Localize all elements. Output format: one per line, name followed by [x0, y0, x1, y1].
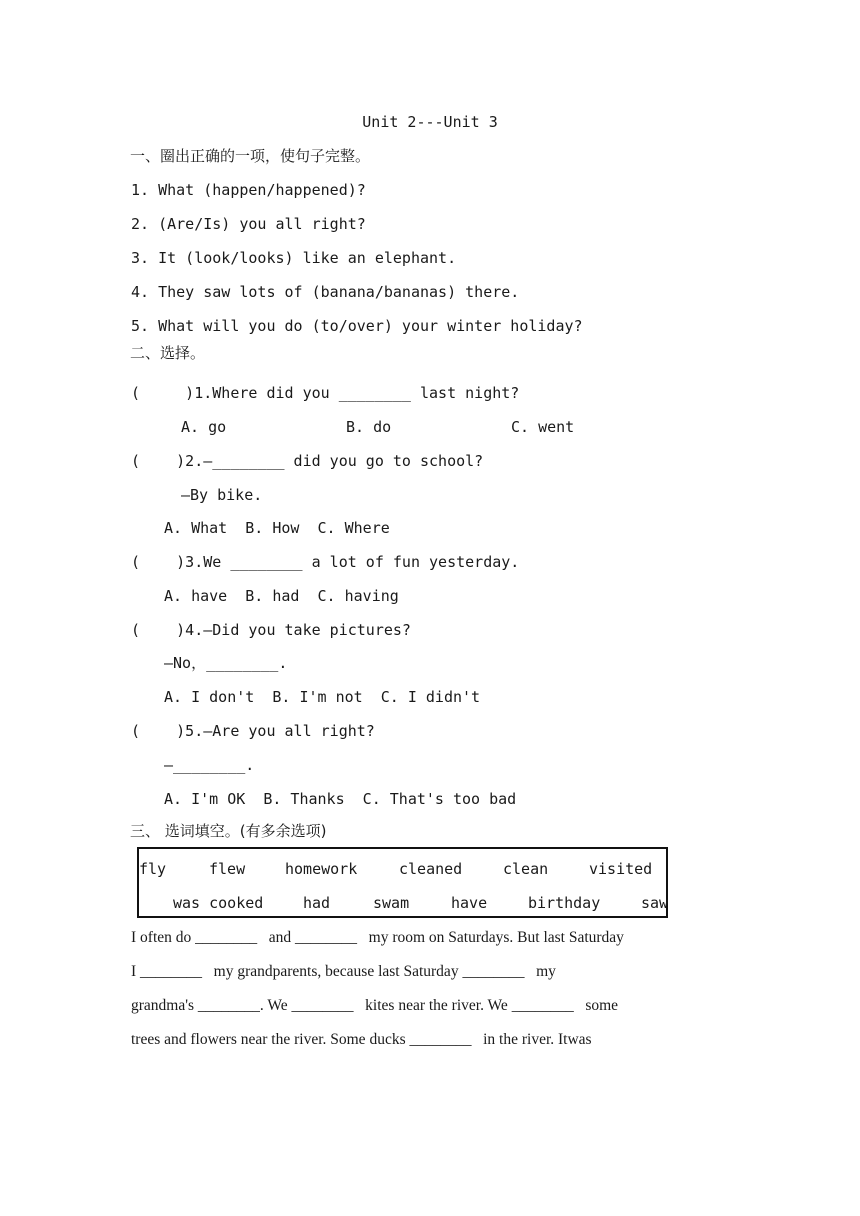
section2-heading: 二、选择。 — [130, 344, 206, 362]
q5-answer: —________. — [164, 756, 255, 774]
word-bank-item: have — [451, 894, 488, 912]
q1-option-b: B. do — [346, 418, 392, 436]
q2-stem: ( )2.—________ did you go to school? — [131, 452, 484, 470]
word-bank-item: homework — [285, 860, 358, 878]
q5-stem: ( )5.—Are you all right? — [131, 722, 375, 740]
passage-line-2: I ________ my grandparents, because last Saturday ________ my — [131, 963, 556, 980]
q3-options: A. have B. had C. having — [164, 587, 399, 605]
q4-answer: —No，________. — [164, 654, 288, 672]
section1-heading: 一、圈出正确的一项，使句子完整。 — [130, 147, 371, 165]
section1-item-3: 3. It (look/looks) like an elephant. — [131, 249, 457, 267]
word-bank-item: had — [303, 894, 331, 912]
q2-options: A. What B. How C. Where — [164, 519, 390, 537]
q4-stem: ( )4.—Did you take pictures? — [131, 621, 411, 639]
passage-line-4: trees and flowers near the river. Some ducks ________ in the river. Itwas — [131, 1031, 592, 1048]
section1-item-1: 1. What (happen/happened)? — [131, 181, 366, 199]
q3-stem: ( )3.We ________ a lot of fun yesterday. — [131, 553, 520, 571]
page-title: Unit 2---Unit 3 — [362, 113, 498, 131]
word-bank-box — [137, 847, 668, 918]
passage-line-3: grandma's ________. We ________ kites near the river. We ________ some — [131, 997, 619, 1014]
section1-item-2: 2. (Are/Is) you all right? — [131, 215, 366, 233]
word-bank-item: was cooked — [173, 894, 264, 912]
word-bank-item: birthday — [528, 894, 601, 912]
word-bank-item: cleaned — [399, 860, 463, 878]
q5-options: A. I'm OK B. Thanks C. That's too bad — [164, 790, 517, 808]
q4-options: A. I don't B. I'm not C. I didn't — [164, 688, 481, 706]
passage-line-1: I often do ________ and ________ my room on Saturdays. But last Saturday — [131, 929, 624, 946]
section1-item-5: 5. What will you do (to/over) your winter holiday? — [131, 317, 583, 335]
q1-option-a: A. go — [181, 418, 227, 436]
q1-stem: ( )1.Where did you ________ last night? — [131, 384, 520, 402]
q2-answer: —By bike. — [181, 486, 263, 504]
q1-option-c: C. went — [511, 418, 575, 436]
word-bank-item: saw — [641, 894, 669, 912]
word-bank-item: clean — [503, 860, 549, 878]
word-bank-item: fly — [139, 860, 167, 878]
word-bank-item: flew — [209, 860, 246, 878]
word-bank-item: swam — [373, 894, 410, 912]
section3-heading: 三、 选词填空。(有多余选项) — [130, 822, 327, 840]
word-bank-item: visited — [589, 860, 653, 878]
section1-item-4: 4. They saw lots of (banana/bananas) there. — [131, 283, 520, 301]
